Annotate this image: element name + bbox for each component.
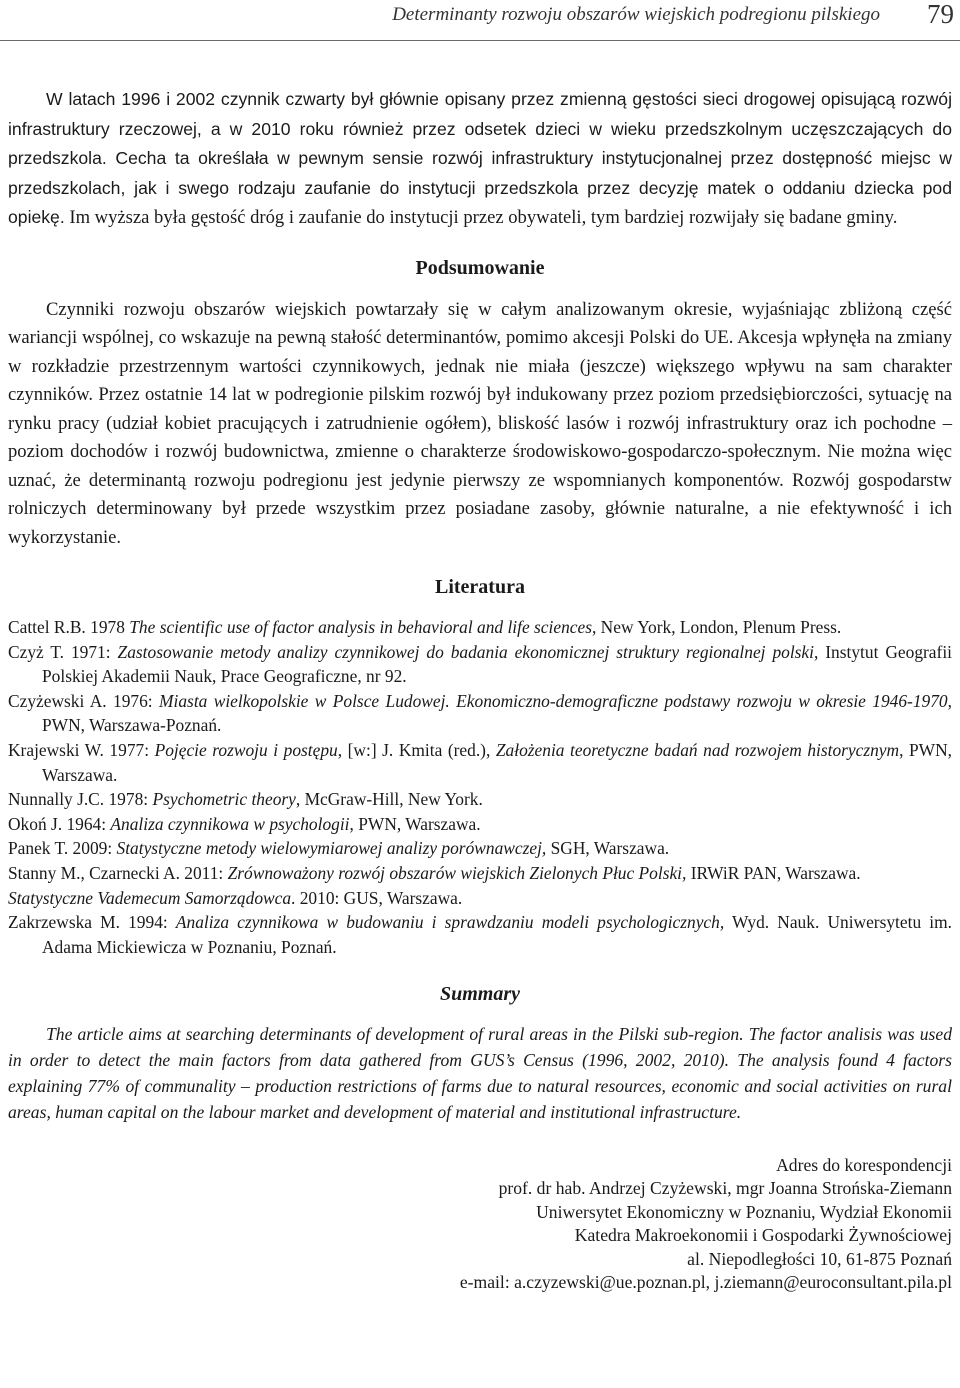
reference-item: Nunnally J.C. 1978: Psychometric theory, McGraw-Hill, New York.	[8, 789, 483, 810]
address-authors: prof. dr hab. Andrzej Czyżewski, mgr Joanna Strońska-Ziemann	[498, 1178, 952, 1199]
running-header	[0, 0, 960, 41]
correspondence-address	[8, 1154, 952, 1296]
reference-item: Okoń J. 1964: Analiza czynnikowa w psychologii, PWN, Warszawa.	[8, 813, 481, 834]
reference-item: Zakrzewska M. 1994: Analiza czynnikowa w budowaniu i sprawdzaniu modeli psychologicznych, Wyd. Nauk. Uniwersytetu im. Adama Mickiewicza w Poznaniu, Poznań.	[8, 912, 952, 957]
body-paragraph-sans-part: W latach 1996 i 2002 czynnik czwarty był głównie opisany przez zmienną gęstości sieci drogowej opisującą rozwój infrastruktury rzeczowej, a w 2010 roku również przez odsetek dzieci w wieku przedszkolnym uczęszczających do przedszkola. Cecha ta określała w pewnym sensie rozwój infrastruktury instytucjonalnej przez dostępność miejsc w przedszkolach, jak i swego rodzaju zaufanie do instytucji przedszkola przez decyzję matek o oddaniu dziecka pod opiekę.	[8, 89, 952, 227]
reference-item: Statystyczne Vademecum Samorządowca. 2010: GUS, Warszawa.	[8, 887, 463, 908]
reference-list	[8, 615, 952, 959]
reference-item: Cattel R.B. 1978 The scientific use of factor analysis in behavioral and life sciences, New York, London, Plenum Press.	[8, 617, 842, 637]
reference-item: Czyżewski A. 1976: Miasta wielkopolskie w Polsce Ludowej. Ekonomiczno-demograficzne podstawy rozwoju w okresie 1946-1970, PWN, Warszawa-Poznań.	[8, 690, 952, 736]
reference-item: Krajewski W. 1977: Pojęcie rozwoju i postępu, [w:] J. Kmita (red.), Założenia teoretyczne badań nad rozwojem historycznym, PWN, Warszawa.	[8, 739, 952, 785]
running-title: Determinanty rozwoju obszarów wiejskich podregionu pilskiego	[392, 4, 880, 25]
body-paragraph	[8, 85, 952, 233]
podsumowanie-paragraph: Czynniki rozwoju obszarów wiejskich powtarzały się w całym analizowanym okresie, wyjaśniając zbliżoną część wariancji wspólnej, co wskazuje na pewną stałość determinantów, pomimo akcesji Polski do UE. Akcesja wpłynęła na zmiany w rozkładzie przestrzennym wartości czynnikowych, jednak nie miała (jeszcze) większego wpływu na sam charakter czynników. Przez ostatnie 14 lat w podregionie pilskim rozwój był indukowany przez poziom przedsiębiorczości, sytuację na rynku pracy (udział kobiet pracujących i zatrudnienie ogółem), bliskość lasów i rozwój infrastruktury oraz ich pochodne – poziom dochodów i rozwój budownictwa, zmienne o charakterze środowiskowo-gospodarczo-społecznym. Nie można więc uznać, że determinantą rozwoju podregionu jest jedynie pierwszy ze wspomnianych komponentów. Rozwój gospodarstw rolniczych determinowany był przede wszystkim przez posiadane zasoby, głównie naturalne, a nie efektywność i ich wykorzystanie.	[8, 298, 952, 548]
page-number: 79	[927, 0, 954, 29]
main-content	[8, 85, 952, 1295]
reference-item: Czyż T. 1971: Zastosowanie metody analizy czynnikowej do badania ekonomicznej struktury regionalnej polski, Instytut Geografii Polskiej Akademii Nauk, Prace Geograficzne, nr 92.	[8, 641, 952, 687]
reference-item: Stanny M., Czarnecki A. 2011: Zrównoważony rozwój obszarów wiejskich Zielonych Płuc Polski, IRWiR PAN, Warszawa.	[8, 862, 861, 883]
address-street: al. Niepodległości 10, 61-875 Poznań	[687, 1248, 952, 1269]
reference-item: Panek T. 2009: Statystyczne metody wielowymiarowej analizy porównawczej, SGH, Warszawa.	[8, 838, 670, 859]
address-department: Katedra Makroekonomii i Gospodarki Żywnościowej	[574, 1225, 952, 1246]
summary-heading: Summary	[439, 983, 521, 1006]
address-university: Uniwersytet Ekonomiczny w Poznaniu, Wydział Ekonomii	[536, 1201, 952, 1222]
summary-paragraph: The article aims at searching determinants of development of rural areas in the Pilski sub-region. The factor analisis was used in order to detect the main factors from data gathered from GUS’s Census (1996, 2002, 2010). The analysis found 4 factors explaining 77% of communality – production restrictions of farms due to natural resources, economic and social activities on rural areas, human capital on the labour market and development of material and institutional infrastructure.	[8, 1024, 952, 1122]
podsumowanie-heading: Podsumowanie	[415, 256, 545, 279]
address-email: e-mail: a.czyzewski@ue.poznan.pl, j.ziemann@euroconsultant.pila.pl	[459, 1272, 952, 1293]
literatura-heading: Literatura	[435, 576, 525, 598]
address-label: Adres do korespondencji	[776, 1154, 952, 1175]
body-paragraph-serif-part: Im wyższa była gęstość dróg i zaufanie do instytucji przez obywateli, tym bardziej rozwijały się badane gminy.	[64, 207, 898, 228]
